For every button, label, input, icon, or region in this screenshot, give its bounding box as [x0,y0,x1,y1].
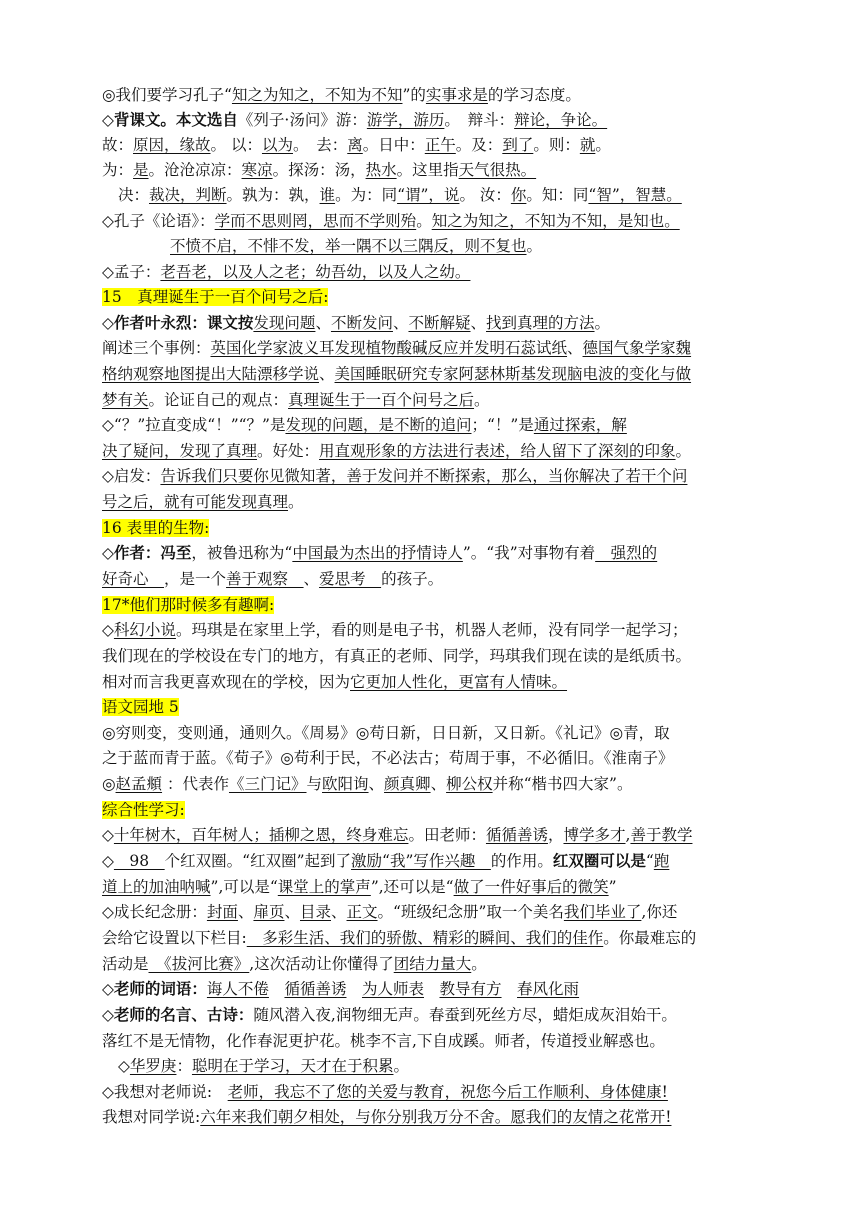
underlined-answer: 目录 [299,903,331,921]
text-segment: ◇启发： [102,467,161,485]
underlined-answer: 原因，缘故 [133,136,211,154]
text-segment: 故： [102,136,134,154]
text-segment: ， [547,826,564,844]
text-segment: 随风潜入夜,润物细无声。春蚕到死丝方尽，蜡炬成灰泪始干。 [253,1006,677,1024]
section-heading: 15 真理诞生于一百个问号之后: [102,288,329,306]
text-line [102,1003,677,1027]
text-line [102,83,581,107]
text-segment: ◇老师的名言、古诗： [102,1005,254,1024]
text-segment: 。探汤：汤， [272,161,366,179]
text-segment: 。好处： [257,442,320,460]
section-heading: 综合性学习: [102,801,185,819]
text-line [102,670,567,694]
underlined-answer: 不愤不启，不悱不发，举一隅不以三隅反，则不复也 [170,237,527,255]
text-segment: 的作用。 [490,852,553,870]
text-segment: 。 [675,442,692,460]
text-segment: ，是一个 [164,570,227,588]
text-segment: 、 [567,339,583,357]
underlined-answer: 六年来我们朝夕相处，与你分别我万分不舍。愿我们的友情之花常开! [200,1108,672,1126]
text-segment: ◇背课文。本文选自 [102,110,238,129]
text-line [102,823,692,847]
text-segment: ◇成长纪念册： [102,903,207,921]
text-line [102,952,487,976]
text-segment: 。 [595,136,611,154]
text-segment: ◇孟子： [102,263,161,281]
text-segment: 、 [319,365,335,383]
text-segment: 、 [315,314,331,332]
text-line [102,362,691,386]
text-segment: ◇作者叶永烈：课文按 [102,313,254,332]
underlined-answer: 强烈的 [595,544,658,562]
text-line [102,849,669,873]
underlined-answer: 裁决，判断 [149,186,227,204]
text-segment: ： [176,1057,192,1075]
text-line [102,464,687,488]
underlined-answer: 决了疑问，发现了真理 [102,442,258,460]
text-segment: 。 汝： [459,186,511,204]
text-segment: 。 [288,493,304,511]
underlined-answer: 博学多才 [563,826,626,844]
text-line [102,593,274,617]
text-segment: 会给它设置以下栏目: [102,929,247,947]
underlined-answer: 道上的加油呐喊 [102,878,211,896]
text-segment: ,你还 [641,903,678,921]
text-line [102,977,579,1001]
underlined-answer: 不断解疑 [408,314,471,332]
text-line [102,490,304,514]
underlined-answer: 知之为知之，不知为不知 [231,86,403,104]
underlined-answer: 春风化雨 [517,980,580,998]
text-segment: “ [645,852,654,870]
text-line [102,746,674,770]
text-segment: 决： [118,186,150,204]
text-line [102,133,611,157]
text-segment: ”的 [402,86,426,104]
underlined-answer: 梦有关 [102,391,149,409]
underlined-answer: 正午 [424,136,456,154]
text-segment: 。 以： [210,136,262,154]
text-segment: ◇作者：冯至 [102,543,192,562]
text-segment: ：代表作 [162,775,229,793]
text-segment: 、 [284,903,300,921]
text-segment: 。则： [533,136,580,154]
underlined-answer: 真理诞生于一百个问号之后 [288,391,475,409]
text-line [102,413,627,437]
underlined-answer: 你 [510,186,527,204]
text-segment: ◇ [102,852,114,870]
text-segment: 。为：同 [335,186,398,204]
underlined-answer: 游学，游历 [366,111,445,129]
text-line [102,1080,668,1104]
text-line [170,234,542,258]
underlined-answer: 学而不思则罔，思而不学则殆 [214,212,417,230]
text-segment: 、 [430,775,447,793]
underlined-answer: 《拔河比赛》 [148,955,250,973]
underlined-answer: 善于观察 [226,570,304,588]
underlined-answer: 它更加人性化，更富有人情味。 [350,673,568,691]
text-segment: 落红不是无情物，化作春泥更护花。桃李不言,下自成蹊。师者，传道授业解惑也。 [102,1032,665,1050]
underlined-answer: 号之后，就有可能发现真理 [102,493,289,511]
text-line [102,260,470,284]
text-line [102,1029,665,1053]
underlined-answer: 谁 [319,186,336,204]
underlined-answer: 通过探索，解 [533,416,627,434]
underlined-answer: 欧阳询 [322,775,369,793]
underlined-answer: 善于教学 [630,826,693,844]
underlined-answer: 不断发问 [330,314,393,332]
underlined-answer: 好奇心 [102,570,165,588]
text-line [102,209,680,233]
underlined-answer: 正文 [346,903,378,921]
underlined-answer: 辩论，争论。 [514,111,608,129]
underlined-answer: 寒凉 [241,161,273,179]
text-segment: 。 [474,391,490,409]
text-segment: 。 [416,212,432,230]
text-segment: ”,可以是“ [210,878,278,896]
text-segment: ,这次活动让你懂得了 [249,955,394,973]
text-segment: 。知：同 [526,186,589,204]
text-line [102,926,696,950]
text-segment: 、 [392,314,409,332]
text-segment: 。及： [455,136,503,154]
underlined-answer: 知之为知之，不知为不知，是知也。 [431,212,680,230]
underlined-answer: 实事求是 [425,86,488,104]
text-line [102,1105,671,1129]
text-line [102,721,670,745]
underlined-answer: 柳公权 [446,775,493,793]
text-segment: 与 [306,775,323,793]
text-segment: 、 [368,775,385,793]
underlined-answer: 就 [579,136,596,154]
underlined-answer: 中国最为杰出的抒情诗人 [292,544,463,562]
text-segment: 、 [303,570,320,588]
text-segment: 我们现在的学校设在专门的地方，有真正的老师、同学，玛琪我们现在读的是纸质书。 [102,647,692,665]
text-line [102,158,536,182]
underlined-answer: 离 [347,136,363,154]
text-segment: 。“班级纪念册”取一个美名 [377,903,564,921]
underlined-answer: 告诉我们只要你见微知著，善于发问并不断探索，那么，当你解决了若干个问 [160,467,688,485]
text-segment: 。孰为：孰， [226,186,320,204]
text-line [102,336,691,360]
text-line [118,183,682,207]
text-segment: ” [608,878,617,896]
text-segment: 阐述三个事例： [102,339,211,357]
underlined-answer: 为人师表 [361,980,424,998]
text-line [102,798,185,822]
text-segment: 。玛琪是在家里上学，看的则是电子书，机器人老师，没有同学一起学习； [175,621,688,639]
text-line [102,644,691,668]
text-segment [346,980,362,998]
underlined-answer: 格纳观察地图提出大陆漂移学说 [102,365,320,383]
underlined-answer: 发现问题 [253,314,316,332]
underlined-answer: 德国气象学家魏 [582,339,692,357]
underlined-answer: 做了一件好事后的微笑 [453,878,609,896]
underlined-answer: 爱思考 [319,570,382,588]
text-line [102,875,617,899]
text-segment: , [625,826,631,844]
text-segment: 。这里指 [396,161,459,179]
underlined-answer: 循循善诱 [284,980,347,998]
text-line [102,618,687,642]
text-line [102,900,677,924]
text-segment: 。 去： [292,136,348,154]
text-line [102,516,209,540]
text-segment: 。日中： [362,136,425,154]
text-segment: ◇“？”拉直变成“！”“？”是 [102,416,286,434]
text-segment: 活动是 [102,955,149,973]
underlined-answer: 激励“我”写作兴趣 [351,852,491,870]
underlined-answer: 诲人不倦 [206,980,269,998]
text-segment: 的学习态度。 [487,86,581,104]
text-line [102,285,328,309]
underlined-answer: 教导有方 [439,980,502,998]
text-segment: ◇ [102,621,114,639]
underlined-answer: 颜真卿 [384,775,431,793]
underlined-answer: 课堂上的掌声 [277,878,371,896]
section-heading: 语文园地 5 [102,698,179,716]
underlined-answer: 热水 [365,161,397,179]
text-line [102,772,632,796]
text-segment: 、 [470,314,487,332]
underlined-answer: 封面 [206,903,238,921]
text-segment: 为： [102,161,134,179]
text-line [102,439,691,463]
section-heading: 16 表里的生物: [102,519,210,537]
underlined-answer: 用直观形象的方法进行表述，给人留下了深刻的印象 [319,442,676,460]
underlined-answer: 以为 [261,136,293,154]
underlined-answer: 老吾老，以及人之老；幼吾幼，以及人之幼。 [160,263,471,281]
text-segment: ◇我想对老师说: [102,1083,228,1101]
text-segment: 红双圈可以是 [552,851,646,870]
text-segment: ，被鲁迅称为“ [191,544,293,562]
text-segment: ◇ [102,826,114,844]
text-segment: 。 辩斗： [444,111,515,129]
text-line [118,1054,409,1078]
text-segment: 的孩子。 [381,570,444,588]
text-line [102,311,610,335]
underlined-answer: 跑 [653,852,670,870]
underlined-answer: 华罗庚 [129,1057,177,1075]
text-segment: ◎穷则变，变则通，通则久。《周易》◎苟日新，日日新，又日新。《礼记》◎青，取 [102,724,670,742]
underlined-answer: 发现的问题，是不断的追问 [285,416,472,434]
underlined-answer: 赵孟頫 [115,775,163,793]
underlined-answer: 科幻小说 [113,621,176,639]
text-segment: 。 [393,1057,409,1075]
underlined-answer: 团结力量大 [393,955,472,973]
underlined-answer: “智”，智慧。 [588,186,682,204]
underlined-answer: 98 [113,852,165,870]
underlined-answer: 《三门记》 [228,775,307,793]
text-segment: ”,还可以是“ [370,878,454,896]
text-segment: 。 [526,237,543,255]
underlined-answer: 循循善诱 [485,826,548,844]
text-line [102,567,443,591]
underlined-answer: 是 [133,161,149,179]
underlined-answer: 天气很热。 [458,161,537,179]
text-segment: 《列子·汤问》游： [237,111,367,129]
text-segment: 我想对同学说: [102,1108,201,1126]
underlined-answer: 英国化学家波义耳发现植物酸碱反应并发明石蕊试纸 [210,339,568,357]
text-segment: ；“！”是 [471,416,534,434]
text-segment [269,980,285,998]
text-segment: 。沧沧凉凉： [148,161,242,179]
underlined-answer: 找到真理的方法 [486,314,595,332]
text-segment: 个红双圈。“红双圈”起到了 [164,852,352,870]
text-line [102,108,607,132]
text-segment: 。论证自己的观点： [148,391,289,409]
text-segment: 相对而言我更喜欢现在的学校，因为 [102,673,351,691]
text-segment: ◎ [102,775,116,793]
underlined-answer: 扉页 [253,903,285,921]
text-segment [424,980,440,998]
text-segment: 、 [237,903,254,921]
text-segment: ◇ [118,1057,130,1075]
text-segment: 之于蓝而青于蓝。《荀子》◎苟利于民，不必法古；苟周于事，不必循旧。《淮南子》 [102,749,674,767]
text-segment: ◇老师的词语： [102,979,207,998]
underlined-answer: “谓”，说 [397,186,460,204]
text-line [102,541,657,565]
section-heading: 17*他们那时候多有趣啊: [102,596,275,614]
underlined-answer: 聪明在于学习，天才在于积累 [191,1057,394,1075]
text-segment: 。 [594,314,611,332]
underlined-answer: 老师，我忘不了您的关爱与教育，祝您今后工作顺利、身体健康! [227,1083,668,1101]
text-segment: ◎我们要学习孔子“ [102,86,232,104]
text-segment: 。你最难忘的 [603,929,697,947]
text-line [102,695,179,719]
underlined-answer: 多彩生活、我们的骄傲、精彩的瞬间、我们的佳作 [246,929,604,947]
underlined-answer: 十年树木，百年树人；插柳之恩，终身难忘 [113,826,409,844]
underlined-answer: 我们毕业了 [563,903,642,921]
underlined-answer: 到了 [502,136,534,154]
text-segment: 。 [471,955,487,973]
text-segment: ”。“我”对事物有着 [462,544,596,562]
text-segment: 。田老师： [408,826,486,844]
text-segment: ◇孔子《论语》： [102,212,215,230]
underlined-answer: 美国睡眠研究专家阿瑟林斯基发现脑电波的变化与做 [334,365,692,383]
text-segment: 并称“楷书四大家”。 [492,775,633,793]
text-line [102,388,490,412]
text-segment: 、 [331,903,347,921]
text-segment [502,980,518,998]
